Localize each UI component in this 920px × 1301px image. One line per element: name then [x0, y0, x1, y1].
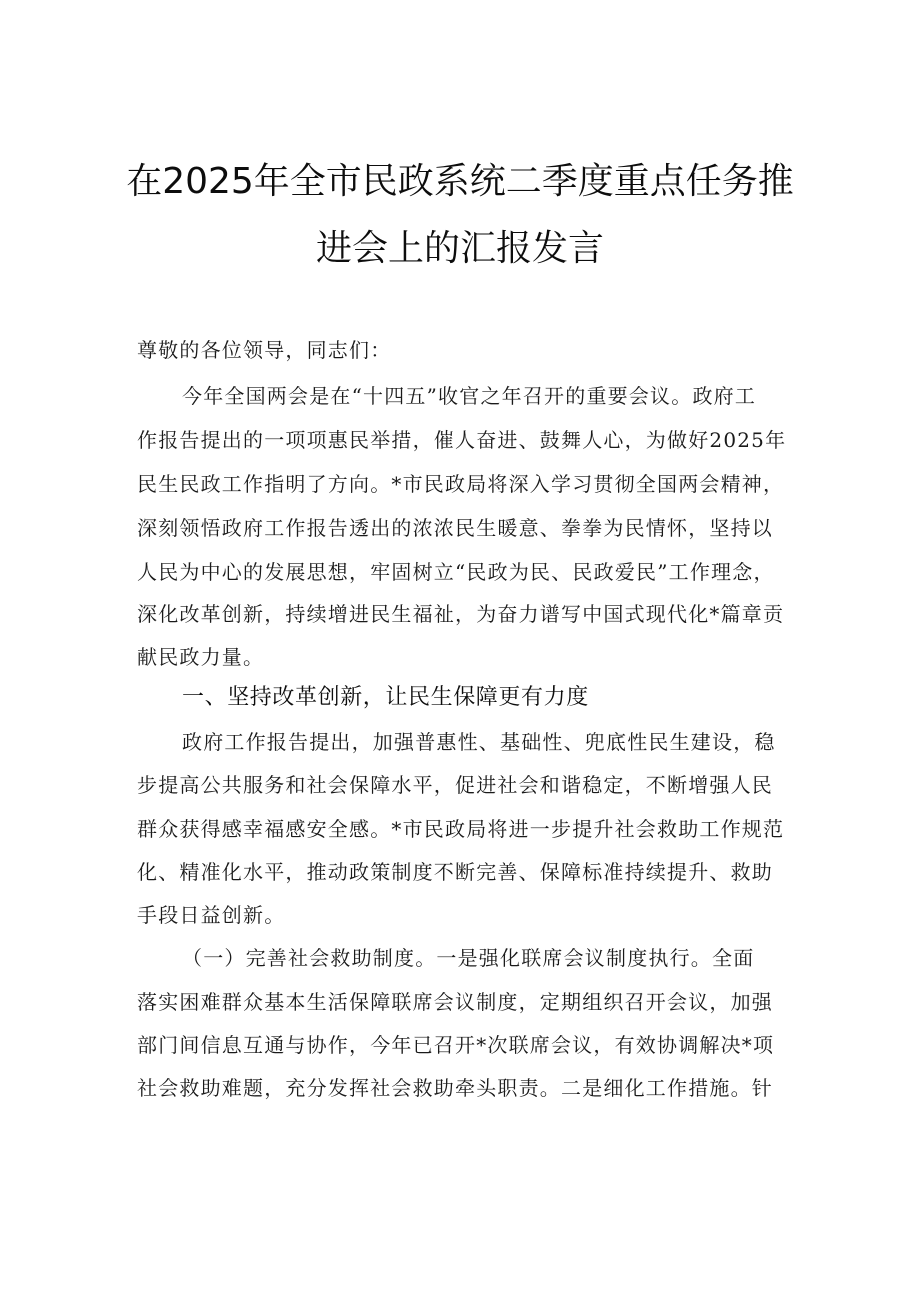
paragraph-line: 政府工作报告提出，加强普惠性、基础性、兜底性民生建设，稳: [182, 730, 776, 754]
document-title-line-2: 进会上的汇报发言: [315, 228, 604, 269]
paragraph-line: 今年全国两会是在“十四五”收官之年召开的重要会议。政府工: [182, 384, 757, 408]
paragraph-line: 人民为中心的发展思想，牢固树立“民政为民、民政爱民”工作理念，: [137, 560, 775, 584]
paragraph-line: （一）完善社会救助制度。一是强化联席会议制度执行。全面: [182, 946, 755, 970]
document-title-line-1: 在2025年全市民政系统二季度重点任务推: [126, 161, 794, 202]
paragraph-line: 献民政力量。: [137, 645, 265, 669]
salutation: 尊敬的各位领导，同志们：: [137, 338, 392, 362]
paragraph-line: 落实困难群众基本生活保障联席会议制度，定期组织召开会议，加强: [137, 990, 773, 1014]
section-1-heading: 一、坚持改革创新，让民生保障更有力度: [182, 685, 589, 710]
paragraph-line: 手段日益创新。: [137, 903, 286, 927]
paragraph-line: 部门间信息互通与协作，今年已召开*次联席会议，有效协调解决*项: [137, 1033, 775, 1057]
paragraph-line: 步提高公共服务和社会保障水平，促进社会和谐稳定，不断增强人民: [137, 773, 773, 797]
paragraph-line: 社会救助难题，充分发挥社会救助牵头职责。二是细化工作措施。针: [137, 1076, 773, 1100]
paragraph-line: 群众获得感幸福感安全感。*市民政局将进一步提升社会救助工作规范: [137, 817, 785, 841]
paragraph-line: 深刻领悟政府工作报告透出的浓浓民生暖意、拳拳为民情怀，坚持以: [137, 516, 773, 540]
paragraph-line: 化、精准化水平，推动政策制度不断完善、保障标准持续提升、救助: [137, 860, 773, 884]
paragraph-line: 民生民政工作指明了方向。*市民政局将深入学习贯彻全国两会精神，: [137, 472, 785, 496]
paragraph-line: 深化改革创新，持续增进民生福祉，为奋力谱写中国式现代化*篇章贡: [137, 602, 785, 626]
paragraph-line: 作报告提出的一项项惠民举措，催人奋进、鼓舞人心，为做好2025年: [137, 428, 787, 452]
